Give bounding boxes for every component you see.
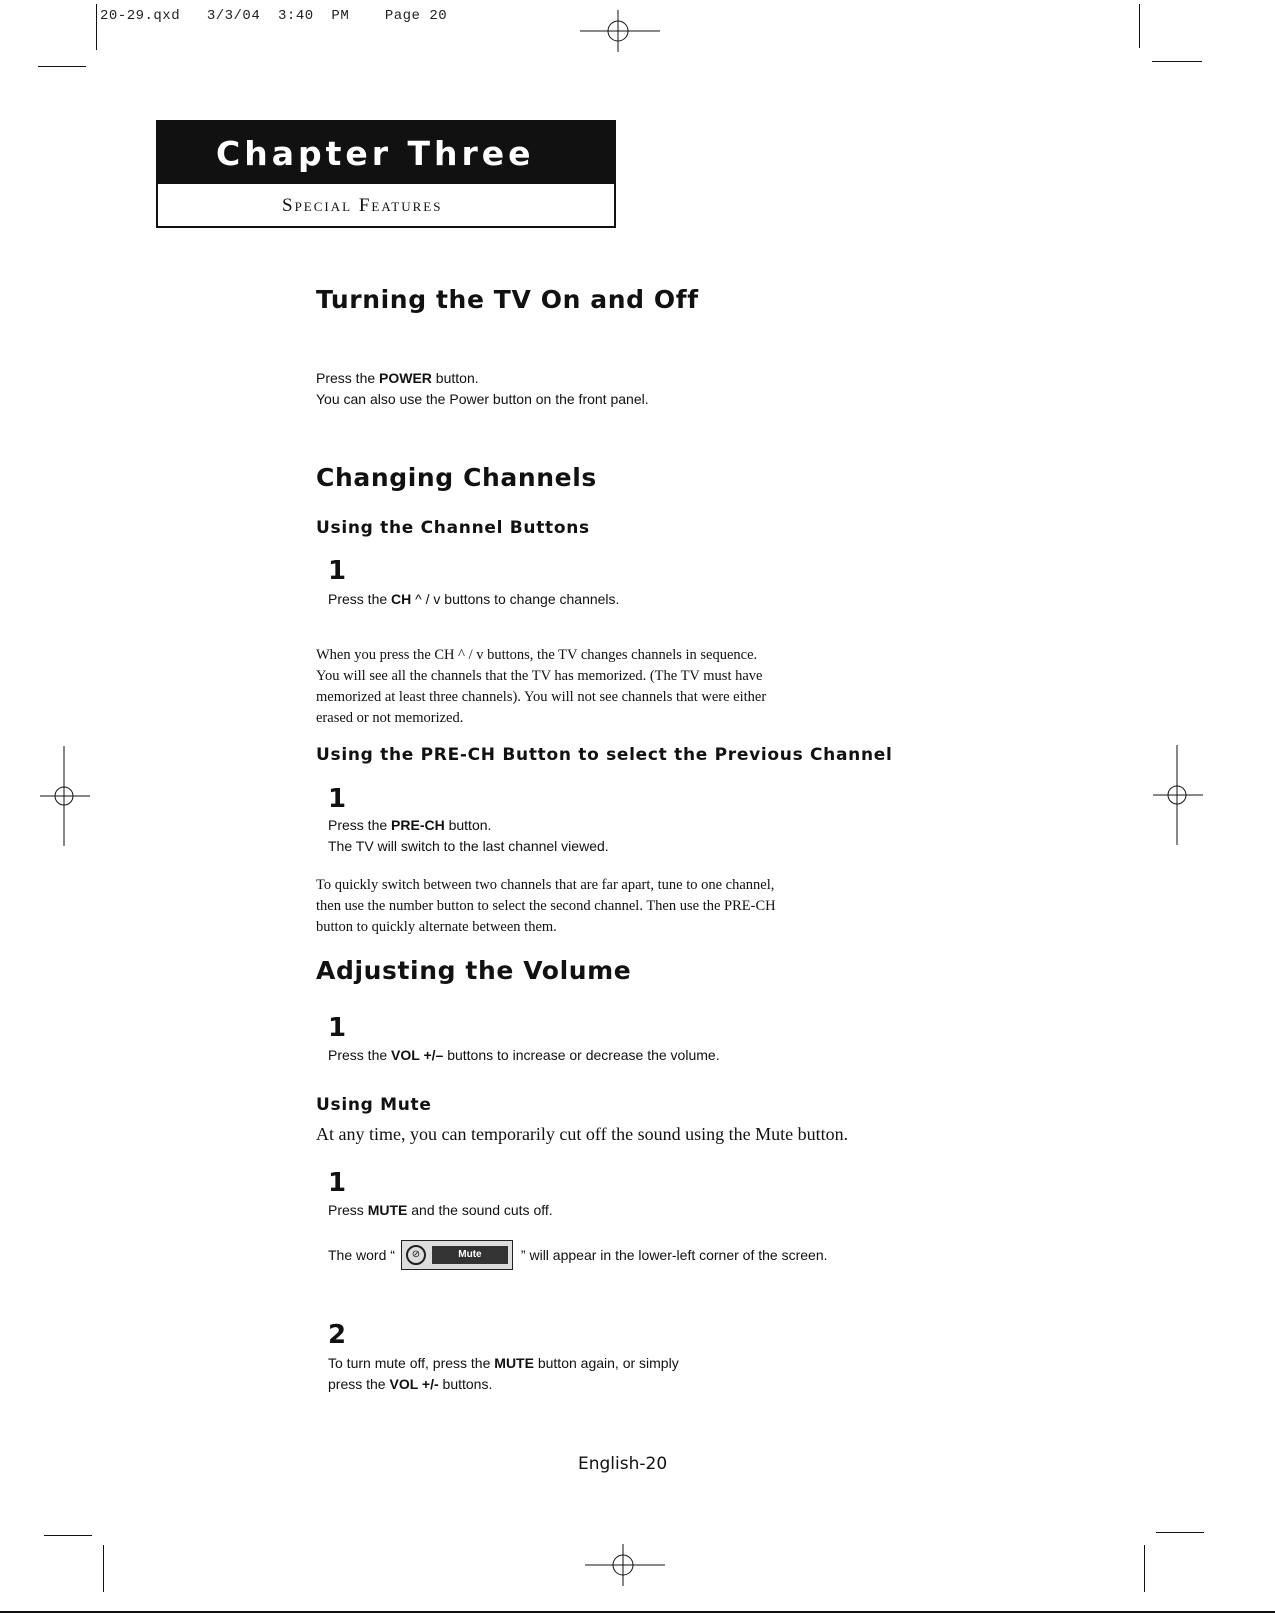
crop-mark bbox=[1152, 61, 1202, 62]
print-slug: 20-29.qxd 3/3/04 3:40 PM Page 20 bbox=[100, 8, 448, 24]
page-bottom-line bbox=[0, 1611, 1275, 1613]
crop-mark bbox=[103, 1545, 104, 1592]
step-number: 1 bbox=[328, 556, 347, 586]
subsection-channel-buttons: Using the Channel Buttons bbox=[316, 518, 590, 538]
subsection-pre-ch: Using the PRE-CH Button to select the Previous Channel bbox=[316, 745, 893, 765]
mute-step-text: Press MUTE and the sound cuts off. bbox=[328, 1202, 553, 1218]
chapter-subtitle: Special Features bbox=[282, 195, 443, 216]
chapter-header bbox=[156, 120, 616, 228]
volume-step-text: Press the VOL +/– buttons to increase or decrease the volume. bbox=[328, 1047, 720, 1063]
step-number: 1 bbox=[328, 1168, 347, 1198]
section-title-volume: Adjusting the Volume bbox=[316, 956, 632, 985]
chapter-title: Chapter Three bbox=[216, 133, 535, 173]
crop-mark bbox=[96, 4, 97, 50]
channel-step-text: Press the CH ^ / v buttons to change channels. bbox=[328, 591, 620, 607]
crop-mark bbox=[1144, 1545, 1145, 1592]
mute-word-line: The word “ ⊘ Mute ” will appear in the lower-left corner of the screen. bbox=[328, 1240, 828, 1270]
pre-ch-step-text: Press the PRE-CH button. The TV will switch to the last channel viewed. bbox=[328, 817, 609, 854]
mute-intro: At any time, you can temporarily cut off the sound using the Mute button. bbox=[316, 1124, 849, 1144]
crop-mark bbox=[38, 66, 86, 67]
pre-ch-note: To quickly switch between two channels that are far apart, tune to one channel, then use the number button to select the second channel. Then use the PRE-CH button to quickly alternate between them. bbox=[316, 877, 776, 935]
page-number: English-20 bbox=[578, 1454, 668, 1474]
registration-mark-icon bbox=[1153, 745, 1203, 845]
crop-mark bbox=[1156, 1532, 1204, 1533]
mute-osd-icon bbox=[401, 1240, 513, 1270]
crop-mark bbox=[44, 1535, 92, 1536]
step-number: 1 bbox=[328, 784, 347, 814]
crop-mark bbox=[1139, 4, 1140, 48]
registration-mark-icon bbox=[40, 746, 90, 846]
registration-mark-icon bbox=[575, 1542, 675, 1588]
mute-osd-label: Mute bbox=[432, 1246, 508, 1264]
power-instructions: Press the POWER button. You can also use the Power button on the front panel. bbox=[316, 370, 649, 407]
channel-note: When you press the CH ^ / v buttons, the TV changes channels in sequence. You will see all the channels that the TV has memorized. (The TV must have memorized at least three channels). You will not see channels that were either erased or not memorized. bbox=[316, 647, 767, 726]
mute-off-step-text: To turn mute off, press the MUTE button again, or simply press the VOL +/- buttons. bbox=[328, 1355, 679, 1392]
subsection-mute: Using Mute bbox=[316, 1095, 432, 1115]
chapter-title-band bbox=[158, 122, 614, 184]
step-number: 1 bbox=[328, 1013, 347, 1043]
section-title-channels: Changing Channels bbox=[316, 463, 597, 492]
mute-speaker-icon: ⊘ bbox=[406, 1245, 426, 1265]
step-number: 2 bbox=[328, 1320, 347, 1350]
section-title-power: Turning the TV On and Off bbox=[316, 285, 699, 314]
registration-mark-icon bbox=[570, 8, 670, 54]
